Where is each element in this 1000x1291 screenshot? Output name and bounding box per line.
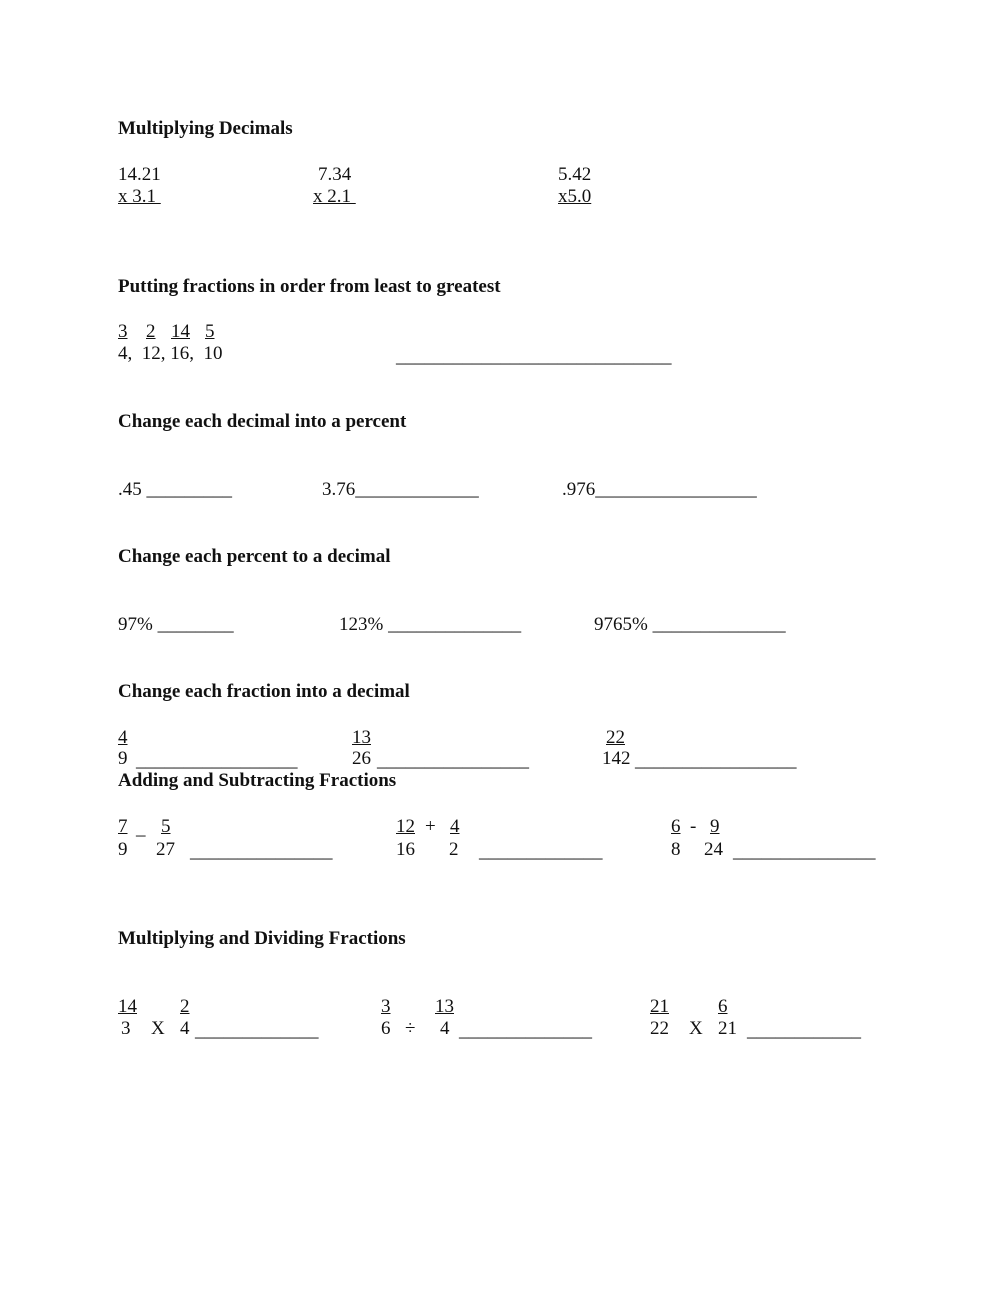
order-answer-blank[interactable]: _____________________________ [396,346,672,367]
addsub-3-op: - [690,816,697,837]
multdiv-1-d2: 4 [180,1018,190,1039]
addsub-2-d2: 2 [449,839,459,860]
multdiv-3-d1: 22 [650,1018,669,1039]
decimal-to-percent-item-1[interactable]: .45 _________ [118,479,232,500]
fraction-3-numerator: 22 [606,727,625,748]
heading-multiplying-decimals: Multiplying Decimals [118,118,293,139]
heading-ordering-fractions: Putting fractions in order from least to greatest [118,276,501,297]
multdiv-2-op: ÷ [405,1018,416,1039]
heading-fraction-to-decimal: Change each fraction into a decimal [118,681,410,702]
multdiv-2-blank[interactable]: ______________ [459,1020,592,1041]
addsub-3-n1: 6 [671,816,681,837]
multdiv-1-blank[interactable]: _____________ [195,1020,319,1041]
fraction-1-numerator: 4 [118,727,128,748]
addsub-1-op: _ [136,818,146,839]
multdiv-2-d2: 4 [440,1018,450,1039]
decimal-to-percent-item-3[interactable]: .976_________________ [562,479,757,500]
decimal-problem-3-bottom: x5.0 [558,186,592,207]
fraction-3-blank[interactable]: _________________ [635,750,797,771]
multdiv-1-n2: 2 [180,996,190,1017]
fraction-2-blank[interactable]: ________________ [377,750,529,771]
fraction-1-denominator: 9 [118,748,128,769]
addsub-2-blank[interactable]: _____________ [479,841,603,862]
multdiv-1-d1: 3 [121,1018,131,1039]
percent-to-decimal-item-2[interactable]: 123% ______________ [339,614,522,635]
multdiv-2-n2: 13 [435,996,454,1017]
addsub-3-blank[interactable]: _______________ [733,841,876,862]
order-denominators: 4, 12, 16, 10 [118,343,223,364]
heading-add-subtract-fractions: Adding and Subtracting Fractions [118,770,397,791]
addsub-1-d1: 9 [118,839,128,860]
order-numerator-1: 3 [118,321,128,342]
addsub-1-n2: 5 [161,816,171,837]
addsub-1-blank[interactable]: _______________ [190,841,333,862]
addsub-1-d2: 27 [156,839,175,860]
multdiv-1-op: X [151,1018,165,1039]
addsub-1-n1: 7 [118,816,128,837]
addsub-2-op: + [425,816,436,837]
percent-to-decimal-item-1[interactable]: 97% ________ [118,614,234,635]
decimal-problem-2-top: 7.34 [318,164,352,185]
addsub-2-n2: 4 [450,816,460,837]
decimal-problem-3-top: 5.42 [558,164,592,185]
heading-decimal-to-percent: Change each decimal into a percent [118,411,407,432]
order-numerator-3: 14 [171,321,190,342]
decimal-to-percent-item-2[interactable]: 3.76_____________ [322,479,479,500]
multdiv-2-d1: 6 [381,1018,391,1039]
fraction-1-blank[interactable]: _________________ [136,750,298,771]
multdiv-2-n1: 3 [381,996,391,1017]
decimal-problem-1-top: 14.21 [118,164,161,185]
addsub-3-d1: 8 [671,839,681,860]
multdiv-3-n1: 21 [650,996,669,1017]
order-numerator-4: 5 [205,321,215,342]
decimal-problem-1-bottom: x 3.1 [118,186,161,207]
decimal-problem-2-bottom: x 2.1 [313,186,356,207]
multdiv-3-n2: 6 [718,996,728,1017]
multdiv-3-d2: 21 [718,1018,737,1039]
percent-to-decimal-item-3[interactable]: 9765% ______________ [594,614,786,635]
addsub-3-d2: 24 [704,839,723,860]
heading-multiply-divide-fractions: Multiplying and Dividing Fractions [118,928,406,949]
heading-percent-to-decimal: Change each percent to a decimal [118,546,391,567]
order-numerator-2: 2 [146,321,156,342]
multdiv-1-n1: 14 [118,996,137,1017]
fraction-2-denominator: 26 [352,748,371,769]
fraction-2-numerator: 13 [352,727,371,748]
addsub-2-n1: 12 [396,816,415,837]
fraction-3-denominator: 142 [602,748,631,769]
addsub-3-n2: 9 [710,816,720,837]
multdiv-3-blank[interactable]: ____________ [747,1020,861,1041]
multdiv-3-op: X [689,1018,703,1039]
addsub-2-d1: 16 [396,839,415,860]
